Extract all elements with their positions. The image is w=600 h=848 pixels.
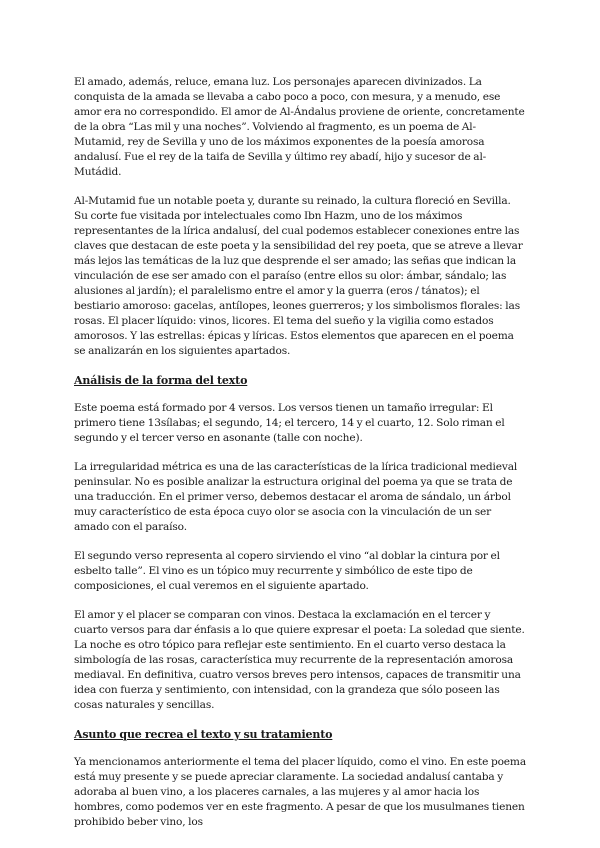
paragraph-forma-4: El amor y el placer se comparan con vinos. Destaca la exclamación en el tercer y cuarto versos para dar énfasis a lo que quiere expresar el poeta: La soledad que siente. La noche es otro tópico para reflejar este sentimiento. En el cuarto verso destaca la simbología de las rosas, característica muy recurrente de la representación amorosa mediaval. En definitiva, cuatro versos breves pero intensos, capaces de transmitir una idea con fuerza y sentimiento, con intensidad, con la grandeza que sólo poseen las cosas naturales y sencillas. [74,609,525,711]
paragraph-intro-2: Al-Mutamid fue un notable poeta y, durante su reinado, la cultura floreció en Sevilla. Su corte fue visitada por intelectuales como Ibn Hazm, uno de los máximos representantes de la lírica andalusí, del cual podemos establecer conexiones entre las claves que destacan de este poeta y la sensibilidad del rey poeta, que se atreve a llevar más lejos las temáticas de la luz que desprende el ser amado; las señas que indican la vinculación de ese ser amado con el paraíso (entre ellos su olor: ámbar, sándalo; las alusiones al jardín); el paralelismo entre el amor y la guerra (eros / tánatos); el bestiario amoroso: gacelas, antílopes, leones guerreros; y los simbolismos florales: las rosas. El placer líquido: vinos, licores. El tema del sueño y la vigilia como estados amorosos. Y las estrellas: épicas y líricas. Estos elementos que aparecen en el poema se analizarán en los siguientes apartados. [74,195,523,357]
section-heading-asunto: Asunto que recrea el texto y su tratamiento [74,728,333,741]
document-body [74,75,526,844]
paragraph-forma-2: La irregularidad métrica es una de las características de la lírica tradicional medieval peninsular. No es posible analizar la estructura original del poema ya que se trata de una traducción. En el primer verso, debemos destacar el aroma de sándalo, un árbol muy característico de esta época cuyo olor se asocia con la vinculación de un ser amado con el paraíso. [74,461,518,533]
paragraph-forma-1: Este poema está formado por 4 versos. Los versos tienen un tamaño irregular: El primero tiene 13sílabas; el segundo, 14; el tercero, 14 y el cuarto, 12. Solo riman el segundo y el tercer verso en asonante (talle con noche). [74,402,505,444]
paragraph-forma-3: El segundo verso representa al copero sirviendo el vino “al doblar la cintura por el esbelto talle”. El vino es un tópico muy recurrente y simbólico de este tipo de composiciones, el cual veremos en el siguiente apartado. [74,550,500,592]
paragraph-intro-1: El amado, además, reluce, emana luz. Los personajes aparecen divinizados. La conquista de la amada se llevaba a cabo poco a poco, con mesura, y a menudo, ese amor era no correspondido. El amor de Al-Ándalus proviene de oriente, concretamente de la obra “Las mil y una noches”. Volviendo al fragmento, es un poema de Al-Mutamid, rey de Sevilla y uno de los máximos exponentes de la poesía amorosa andalusí. Fue el rey de la taifa de Sevilla y último rey abadí, hijo y sucesor de al-Mutádid. [74,76,525,178]
section-heading-forma: Análisis de la forma del texto [74,374,248,387]
paragraph-asunto-1: Ya mencionamos anteriormente el tema del placer líquido, como el vino. En este poema está muy presente y se puede apreciar claramente. La sociedad andalusí cantaba y adoraba al buen vino, a los placeres carnales, a las mujeres y al amor hacia los hombres, como podemos ver en este fragmento. A pesar de que los musulmanes tienen prohibido beber vino, los [74,756,526,828]
